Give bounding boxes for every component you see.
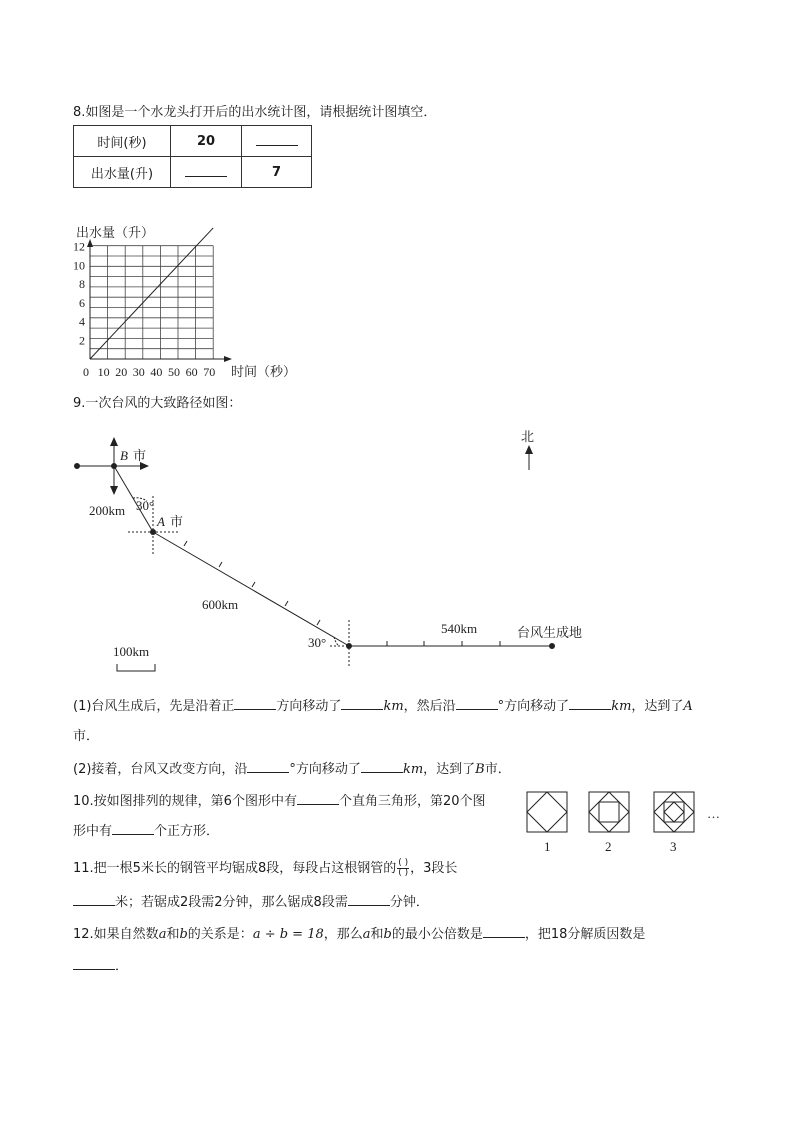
q9-part1-text: ，然后沿 bbox=[403, 699, 456, 714]
x-tick-label: 60 bbox=[185, 365, 198, 379]
unit-km: km bbox=[611, 699, 632, 714]
q12-text: 12.如果自然数 bbox=[73, 927, 159, 942]
fraction-blank[interactable] bbox=[397, 859, 409, 878]
answer-blank[interactable] bbox=[73, 893, 115, 906]
time-value: 20 bbox=[171, 126, 242, 157]
var-b: b bbox=[383, 927, 392, 942]
unit-km: km bbox=[402, 762, 424, 777]
x-axis-label: 时间（秒） bbox=[231, 364, 297, 379]
dist-540-label: 540km bbox=[441, 621, 478, 636]
q9-part2-text: ，达到了 bbox=[423, 762, 476, 777]
angle-bottom-label: 30° bbox=[308, 635, 327, 650]
x-tick-label: 50 bbox=[168, 365, 180, 379]
q9-part1-end: 市． bbox=[73, 729, 100, 744]
north-label: 北 bbox=[521, 429, 535, 444]
x-tick-label: 40 bbox=[150, 365, 163, 379]
figure-1 bbox=[527, 792, 567, 832]
q11-text: ，3段长 bbox=[410, 861, 458, 876]
figure-3 bbox=[654, 792, 694, 832]
x-tick-label: 0 bbox=[83, 365, 89, 379]
ellipsis: … bbox=[707, 806, 720, 821]
unit-km: km bbox=[383, 699, 404, 714]
x-tick-label: 70 bbox=[203, 365, 216, 379]
y-tick-label: 4 bbox=[79, 314, 85, 329]
q9-part1-text: °方向移动了 bbox=[497, 699, 570, 714]
q12-text: ． bbox=[115, 959, 129, 974]
q9-part2-text: °方向移动了 bbox=[289, 762, 361, 777]
x-tick-label: 30 bbox=[132, 365, 145, 379]
q12-line2 bbox=[73, 957, 128, 975]
dist-600-label: 600km bbox=[202, 597, 239, 612]
var-a: a bbox=[158, 927, 167, 942]
scale-label: 100km bbox=[113, 644, 150, 659]
figure-label: 2 bbox=[605, 839, 612, 854]
water-label: 出水量(升) bbox=[74, 157, 171, 188]
q9-part2-text: (2)接着，台风又改变方向，沿 bbox=[73, 762, 248, 777]
fraction-denominator: ( ) bbox=[398, 868, 409, 878]
answer-blank[interactable] bbox=[483, 925, 525, 938]
y-tick-label: 6 bbox=[79, 295, 85, 310]
var-a: a bbox=[362, 927, 371, 942]
dist-200-label: 200km bbox=[89, 503, 126, 518]
q12-line1 bbox=[73, 925, 645, 943]
city-a-letter: A bbox=[157, 514, 165, 529]
time-label: 时间(秒) bbox=[74, 126, 171, 157]
answer-blank[interactable] bbox=[73, 957, 115, 970]
x-tick-label: 20 bbox=[115, 365, 128, 379]
q12-text: ，把18分解质因数是 bbox=[524, 927, 646, 942]
city-b-label: 市 bbox=[133, 448, 147, 463]
angle-top-label: 30° bbox=[136, 498, 155, 513]
y-tick-label: 10 bbox=[73, 258, 85, 273]
q9-part1-text: 方向移动了 bbox=[276, 699, 342, 714]
equation: a ÷ b = 18 bbox=[252, 927, 324, 942]
q10-text: 10.按如图排列的规律，第6个图形中有 bbox=[73, 794, 297, 809]
q10-text: 形中有 bbox=[73, 824, 113, 839]
figure-2 bbox=[589, 792, 629, 832]
y-tick-label: 8 bbox=[79, 277, 85, 292]
q10-text: 个直角三角形，第20个图 bbox=[338, 794, 486, 809]
q11-text: 分钟． bbox=[389, 895, 429, 910]
q11-line2 bbox=[73, 893, 429, 911]
q12-text: 和 bbox=[370, 927, 384, 942]
q11-line1 bbox=[73, 859, 457, 878]
q10-text: 个正方形． bbox=[154, 824, 220, 839]
water-value: 7 bbox=[242, 157, 312, 188]
y-axis-label: 出水量（升） bbox=[76, 225, 155, 240]
city-b-letter: B bbox=[120, 448, 128, 463]
city-a-ref: A bbox=[683, 699, 693, 714]
city-a-label: 市 bbox=[170, 514, 184, 529]
figure-label: 1 bbox=[544, 839, 551, 854]
y-tick-label: 2 bbox=[79, 333, 85, 348]
q9-part2-text: 市． bbox=[484, 762, 511, 777]
origin-label: 台风生成地 bbox=[517, 625, 583, 640]
q9-part1-text: ，达到了 bbox=[631, 699, 684, 714]
q9-title: 9.一次台风的大致路径如图： bbox=[73, 396, 242, 411]
var-b: b bbox=[179, 927, 188, 942]
q11-text: 米；若锯成2段需2分钟，那么锯成8段需 bbox=[115, 895, 348, 910]
x-tick-label: 10 bbox=[97, 365, 110, 379]
q12-text: 和 bbox=[166, 927, 180, 942]
q12-text: ，那么 bbox=[323, 927, 363, 942]
q12-text: 的关系是： bbox=[187, 927, 253, 942]
q8-title: 8.如图是一个水龙头打开后的出水统计图，请根据统计图填空． bbox=[73, 105, 437, 120]
q11-text: 11.把一根5米长的钢管平均锯成8段，每段占这根钢管的 bbox=[73, 861, 397, 876]
fraction-numerator: ( ) bbox=[398, 858, 409, 868]
answer-blank[interactable] bbox=[348, 893, 390, 906]
q9-part1-text: (1)台风生成后，先是沿着正 bbox=[73, 699, 235, 714]
q12-text: 的最小公倍数是 bbox=[391, 927, 483, 942]
figure-label: 3 bbox=[670, 839, 677, 854]
city-b-ref: B bbox=[475, 762, 485, 777]
y-tick-label: 12 bbox=[73, 239, 85, 254]
